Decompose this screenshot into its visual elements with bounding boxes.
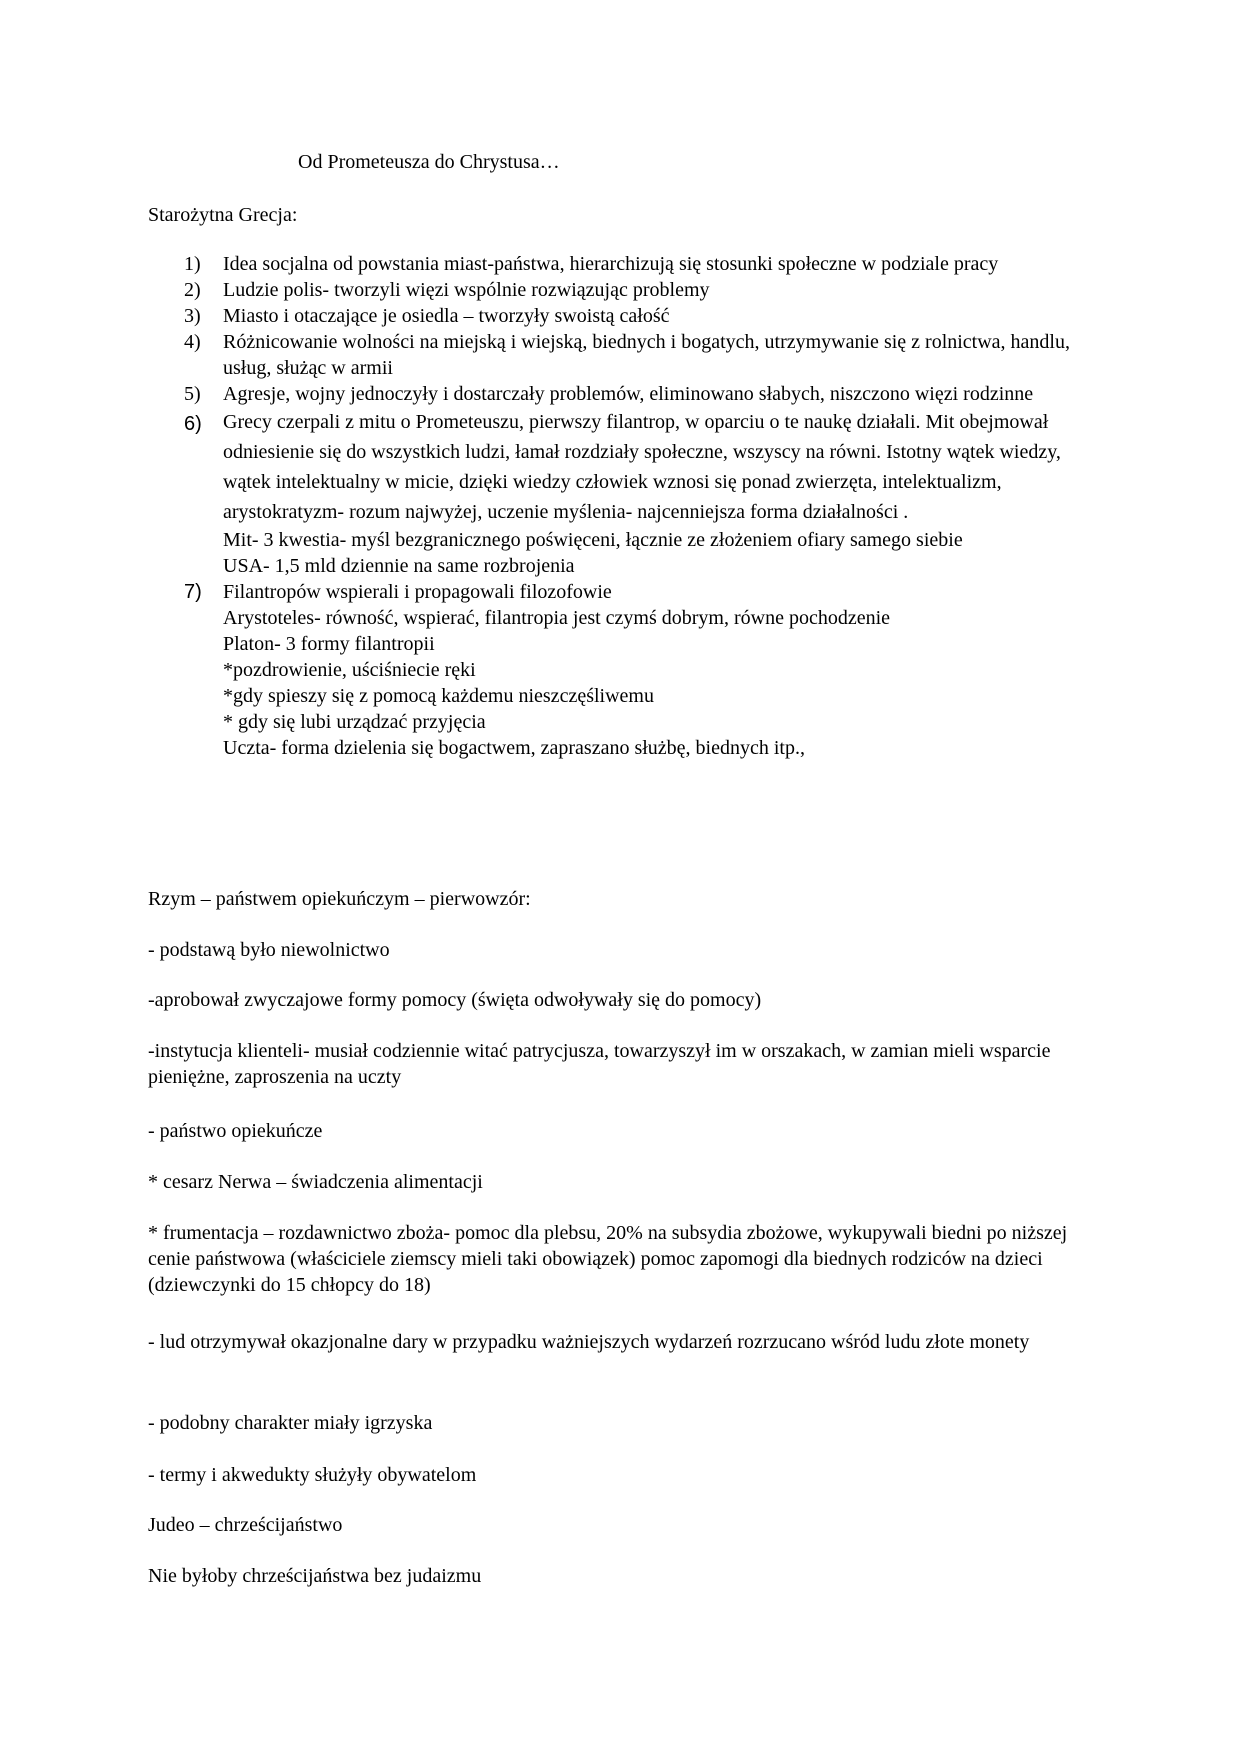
paragraph: * cesarz Nerwa – świadczenia alimentacji	[148, 1171, 483, 1193]
list-number: 5)	[184, 383, 201, 405]
paragraph: -aprobował zwyczajowe formy pomocy (święta odwoływały się do pomocy)	[148, 989, 762, 1011]
list-item-text: Filantropów wspierali i propagowali filozofowie	[223, 581, 612, 603]
paragraph: Nie byłoby chrześcijaństwa bez judaizmu	[148, 1565, 482, 1587]
list-item-text: Miasto i otaczające je osiedla – tworzyły swoistą całość	[223, 305, 670, 327]
list-item	[148, 277, 1088, 303]
list-item-text: Ludzie polis- tworzyli więzi wspólnie rozwiązując problemy	[223, 279, 710, 301]
list-number: 6)	[184, 413, 202, 435]
paragraph: - podobny charakter miały igrzyska	[148, 1412, 433, 1434]
document-title: Od Prometeusza do Chrystusa…	[298, 151, 560, 173]
paragraph: - podstawą było niewolnictwo	[148, 939, 390, 961]
section-heading-greece: Starożytna Grecja:	[148, 204, 298, 226]
list-number: 3)	[184, 305, 201, 327]
list-item-subline: *gdy spieszy się z pomocą każdemu nieszczęśliwemu	[223, 685, 654, 707]
list-item-subline: Uczta- forma dzielenia się bogactwem, zapraszano służbę, biednych itp.,	[223, 737, 805, 759]
list-item-text: Agresje, wojny jednoczyły i dostarczały problemów, eliminowano słabych, niszczono więzi rodzinne	[223, 383, 1034, 405]
paragraph: - termy i akwedukty służyły obywatelom	[148, 1464, 477, 1486]
list-item-subline: Mit- 3 kwestia- myśl bezgranicznego poświęceni, łącznie ze złożeniem ofiary samego siebie	[223, 529, 963, 551]
list-number: 4)	[184, 331, 201, 353]
list-item	[148, 303, 1088, 329]
list-item	[148, 407, 1088, 579]
paragraph: -instytucja klienteli- musiał codziennie witać patrycjusza, towarzyszył im w orszakach, w zamian mieli wsparcie pieniężne, zaproszenia na uczty	[148, 1040, 1051, 1088]
paragraph: - państwo opiekuńcze	[148, 1120, 323, 1142]
greece-numbered-list	[148, 251, 1088, 761]
list-item-subline: * gdy się lubi urządzać przyjęcia	[223, 711, 486, 733]
list-number: 2)	[184, 279, 201, 301]
list-item-subline: Arystoteles- równość, wspierać, filantropia jest czymś dobrym, równe pochodzenie	[223, 607, 891, 629]
list-item-text: Różnicowanie wolności na miejską i wiejską, biednych i bogatych, utrzymywanie się z rolnictwa, handlu, usług, służąc w armii	[223, 331, 1070, 379]
list-item-text: Idea socjalna od powstania miast-państwa, hierarchizują się stosunki społeczne w podziale pracy	[223, 253, 999, 275]
list-item	[148, 251, 1088, 277]
paragraph: - lud otrzymywał okazjonalne dary w przypadku ważniejszych wydarzeń rozrzucano wśród ludu złote monety	[148, 1331, 1030, 1353]
section-heading-rome: Rzym – państwem opiekuńczym – pierwowzór:	[148, 888, 531, 910]
list-item-subline: Platon- 3 formy filantropii	[223, 633, 435, 655]
list-number: 7)	[184, 581, 202, 603]
paragraph: * frumentacja – rozdawnictwo zboża- pomoc dla plebsu, 20% na subsydia zbożowe, wykupywali biedni po niższej cenie państwowa (właściciele ziemscy mieli taki obowiązek) pomoc zapomogi dla biednych rodziców na dzieci (dziewczynki do 15 chłopcy do 18)	[148, 1222, 1068, 1296]
list-number: 1)	[184, 253, 201, 275]
list-item-text: Grecy czerpali z mitu o Prometeuszu, pierwszy filantrop, w oparciu o te naukę działali. Mit obejmował odniesienie się do wszystkich ludzi, łamał rozdziały społeczne, wszyscy na równi. Istotny wątek wiedzy, wątek intelektualny w micie, dzięki wiedzy człowiek wznosi się ponad zwierzęta, intelektualizm, arystokratyzm- rozum najwyżej, uczenie myślenia- najcenniejsza forma działalności .	[223, 411, 1061, 523]
list-item-subline: *pozdrowienie, uściśniecie ręki	[223, 659, 476, 681]
list-item	[148, 381, 1088, 407]
list-item	[148, 579, 1088, 761]
list-item-subline: USA- 1,5 mld dziennie na same rozbrojenia	[223, 555, 575, 577]
section-heading-judeo: Judeo – chrześcijaństwo	[148, 1514, 343, 1536]
list-item	[148, 329, 1088, 381]
